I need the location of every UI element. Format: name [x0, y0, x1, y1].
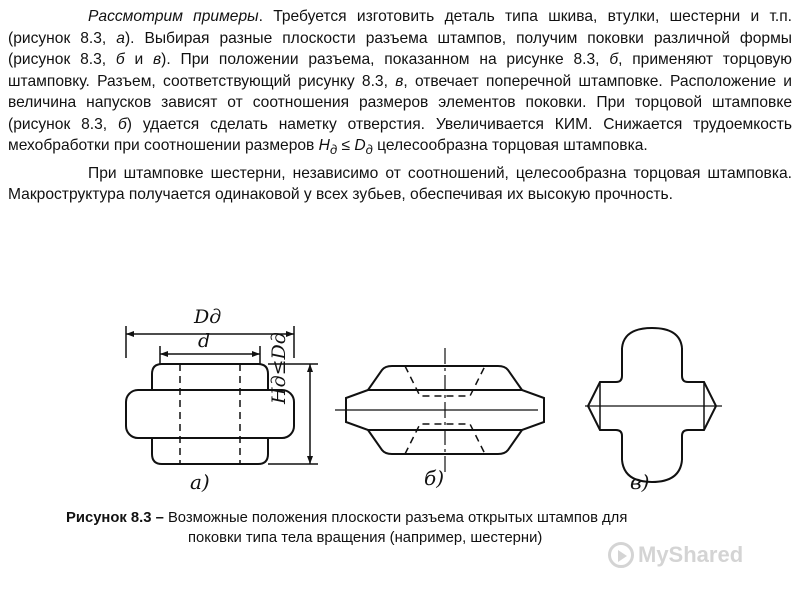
figure-caption: [66, 508, 756, 548]
caption-prefix: Рисунок 8.3 –: [66, 510, 164, 526]
figure-8-3: [120, 298, 732, 500]
label-b: б): [424, 466, 445, 490]
label-a: а): [190, 470, 210, 494]
forging-b: [335, 348, 544, 474]
forging-v: [585, 328, 722, 482]
dim-label-d: d: [198, 330, 211, 352]
caption-line2: поковки типа тела вращения (например, шестерни): [188, 530, 543, 546]
paragraph-1: Рассмотрим примеры. Требуется изготовить деталь типа шкива, втулки, шестерни и т.п. (рисунок 8.3, а). Выбирая разные плоскости разъема штампов, получим поковки различной формы (рисунок 8.3, б и в). При положении разъема, показанном на рисунке 8.3, б, применяют торцовую штамповку. Разъем, соответствующий рисунку 8.3, в, отвечает поперечной штамповке. Расположение и величина напусков зависят от соотношения размеров элементов поковки. При торцовой штамповке (рисунок 8.3, б) удается сделать наметку отверстия. Увеличивается КИМ. Снижается трудоемкость мехобработки при соотношении размеров $H_д \le D_д$ целесообразна торцовая штамповка.: [8, 8, 793, 158]
intro-phrase: Рассмотрим примеры: [88, 8, 259, 25]
caption-line1: Возможные положения плоскости разъема открытых штампов для: [163, 510, 628, 526]
label-v: в): [630, 470, 650, 494]
body-text: [8, 6, 792, 206]
dim-label-D: Dд: [194, 306, 222, 328]
dim-label-H: Hд≤Dд: [268, 332, 290, 404]
paragraph-2: При штамповке шестерни, независимо от соотношений, целесообразна торцовая штамповка. Макроструктура получается одинаковой у всех зубьев, обеспечивая их высокую прочность.: [8, 164, 792, 204]
watermark-text: MyShared: [638, 542, 744, 567]
